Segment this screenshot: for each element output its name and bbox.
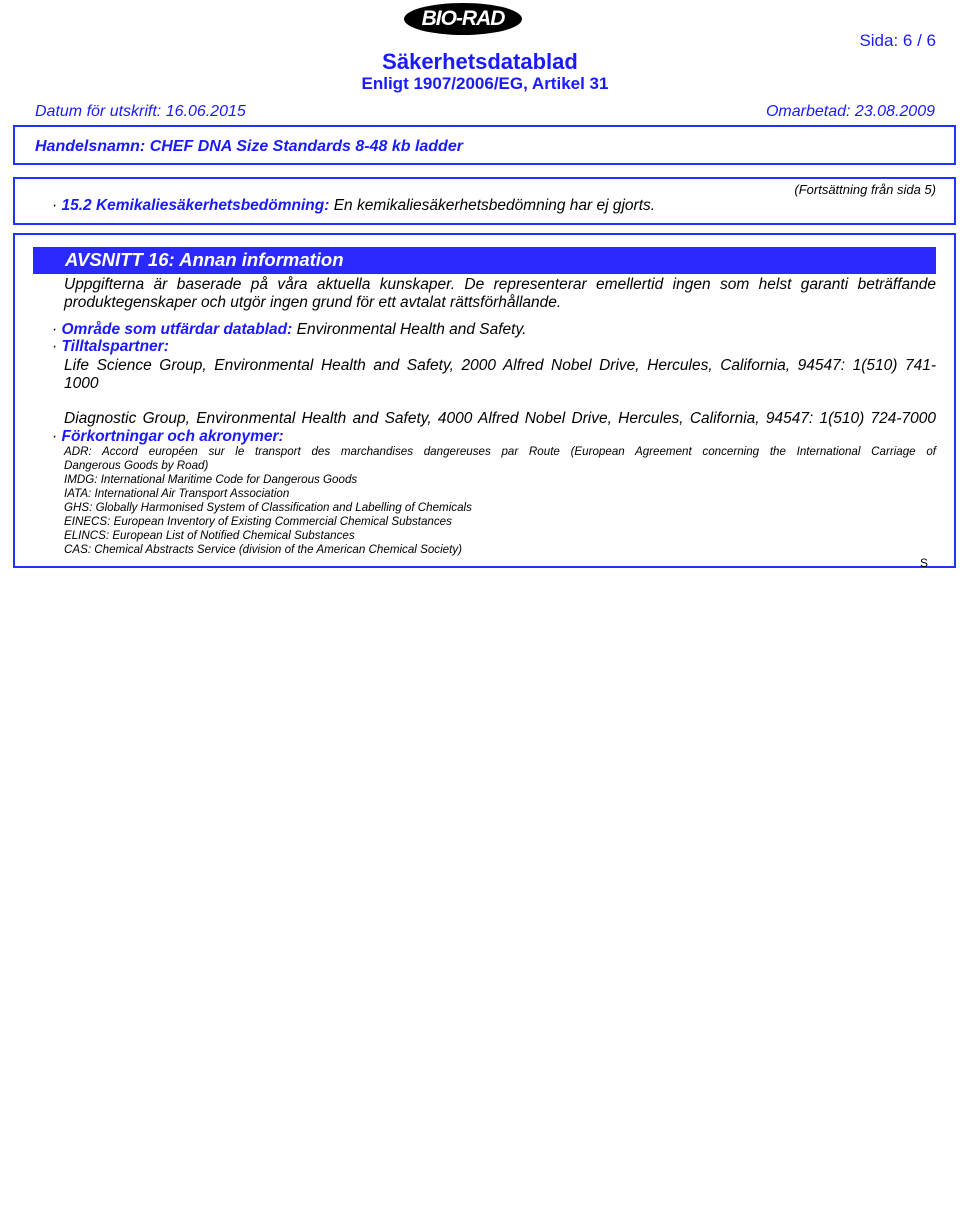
bullet: · — [52, 321, 58, 338]
abbr-item: IATA: International Air Transport Association — [64, 487, 290, 500]
trade-name: Handelsnamn: CHEF DNA Size Standards 8-48 kb ladder — [35, 138, 463, 155]
abbr-adr-line-1: ADR: Accord européen sur le transport des marchandises dangereuses par Route (European Agreement concerning the International Carriage of — [64, 445, 936, 458]
section15-label: 15.2 Kemikaliesäkerhetsbedömning: — [61, 197, 330, 214]
abbr-item: CAS: Chemical Abstracts Service (division of the American Chemical Society) — [64, 543, 462, 556]
abbr-item: ELINCS: European List of Notified Chemical Substances — [64, 529, 355, 542]
page-number: Sida: 6 / 6 — [859, 31, 936, 50]
document-title: Säkerhetsdatablad — [382, 49, 578, 74]
bullet: · — [52, 338, 58, 355]
intro-line-1: Uppgifterna är baserade på våra aktuella kunskaper. De representerar emellertid ingen som helst garanti beträffande — [64, 276, 936, 293]
contact-line-1: Life Science Group, Environmental Health and Safety, 2000 Alfred Nobel Drive, Hercules, California, 94547: 1(510) 741- — [64, 357, 936, 374]
issuer-line — [52, 321, 526, 339]
abbr-item: EINECS: European Inventory of Existing Commercial Chemical Substances — [64, 515, 452, 528]
continuation-note: (Fortsättning från sida 5) — [794, 182, 936, 197]
document-subtitle: Enligt 1907/2006/EG, Artikel 31 — [361, 74, 609, 93]
abbr-adr-line-2: Dangerous Goods by Road) — [64, 459, 209, 472]
abbr-item: GHS: Globally Harmonised System of Classification and Labelling of Chemicals — [64, 501, 472, 514]
revised-date: Omarbetad: 23.08.2009 — [765, 103, 935, 120]
contact-heading — [52, 338, 169, 356]
abbreviations-heading — [52, 428, 284, 446]
contact-label: Tilltalspartner: — [61, 338, 169, 355]
contact-line-2: 1000 — [64, 375, 99, 392]
issuer-text: Environmental Health and Safety. — [296, 321, 527, 338]
abbreviations-label: Förkortningar och akronymer: — [61, 428, 284, 445]
abbr-item: IMDG: International Maritime Code for Dangerous Goods — [64, 473, 358, 486]
print-date: Datum för utskrift: 16.06.2015 — [35, 103, 246, 120]
issuer-label: Område som utfärdar datablad: — [61, 321, 293, 338]
s-marker: S — [920, 556, 929, 570]
bullet: · — [52, 197, 58, 214]
logo-text: BIO-RAD — [421, 7, 505, 30]
section15-line — [52, 197, 655, 215]
contact-line-3: Diagnostic Group, Environmental Health and Safety, 4000 Alfred Nobel Drive, Hercules, California, 94547: 1(510) 724-7000 — [64, 410, 936, 427]
section15-text: En kemikaliesäkerhetsbedömning har ej gjorts. — [333, 197, 656, 214]
intro-line-2: produktegenskaper och utgör ingen grund för ett avtalat rättsförhållande. — [64, 294, 562, 311]
section16-title: AVSNITT 16: Annan information — [65, 249, 344, 270]
bullet: · — [52, 428, 58, 445]
